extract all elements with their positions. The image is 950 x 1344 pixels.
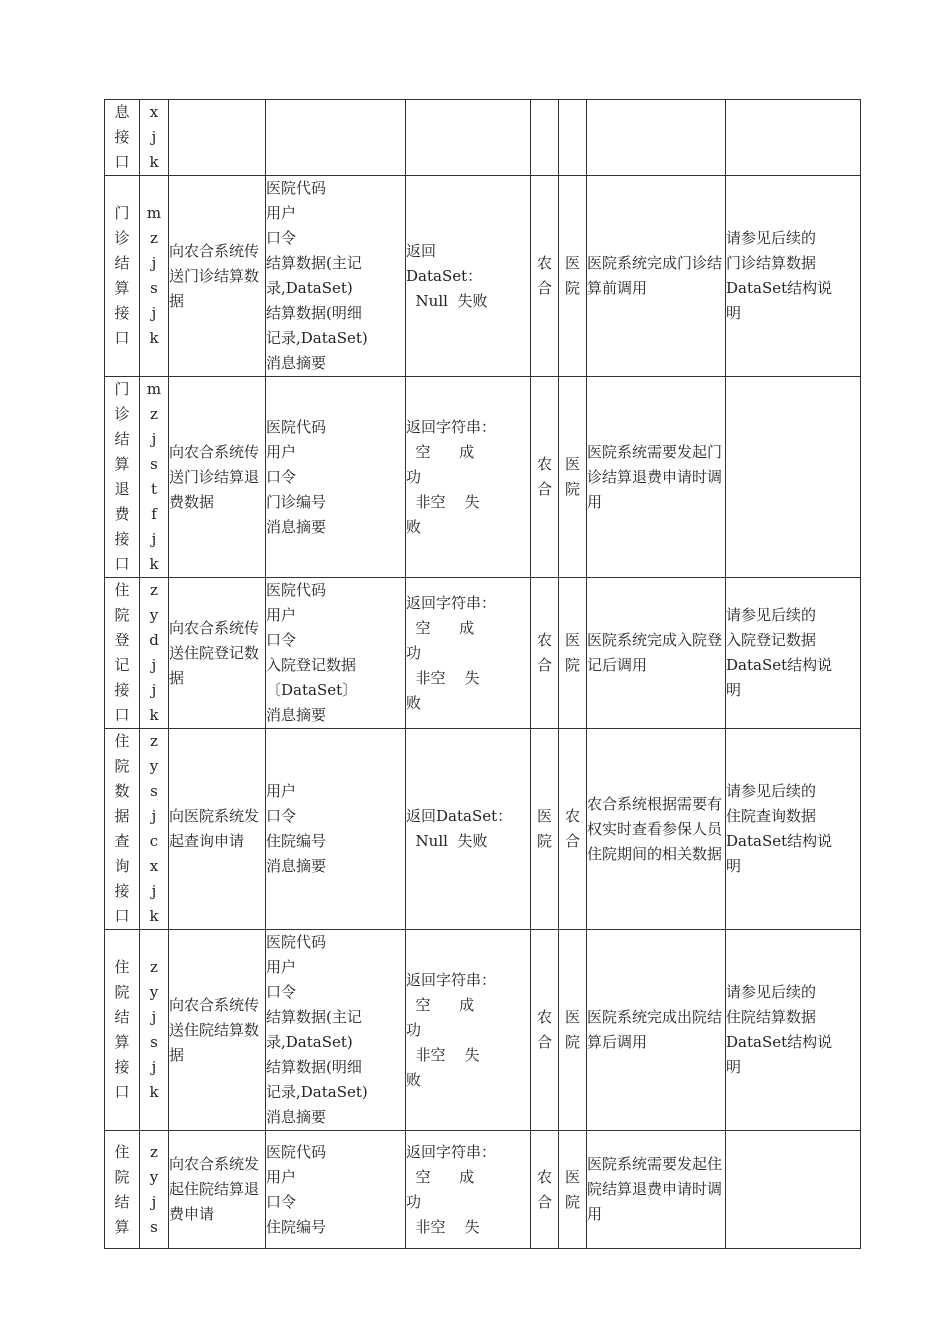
interface-parameters	[266, 578, 406, 729]
interface-name-char: 息	[114, 103, 130, 121]
interface-code	[140, 578, 168, 728]
interface-code-char: d	[149, 631, 159, 649]
remark-lines	[726, 603, 860, 703]
interface-code-char: y	[149, 757, 159, 775]
to-char: 院	[564, 480, 580, 498]
interface-name-char: 询	[114, 857, 130, 875]
parameter-item: 用户	[266, 442, 297, 461]
remark-line: 请参见后续的	[726, 606, 817, 624]
interface-name-char: 接	[114, 882, 130, 900]
call-timing: 医院系统完成入院登记后调用	[587, 578, 726, 729]
parameter-item: 结算数据(明细	[266, 304, 362, 322]
interface-code-char: z	[150, 732, 158, 750]
from-char: 合	[536, 1033, 552, 1051]
to-char: 医	[564, 631, 580, 649]
interface-name	[105, 729, 139, 929]
interface-code-char: m	[146, 380, 162, 398]
parameter-list	[266, 779, 405, 879]
caller-cell	[559, 930, 587, 1131]
interface-name-char: 口	[114, 329, 130, 347]
return-value	[406, 176, 531, 377]
parameter-item: 记录,DataSet)	[266, 1083, 368, 1101]
remark	[726, 729, 861, 930]
interface-name-char: 接	[114, 681, 130, 699]
remark	[726, 176, 861, 377]
interface-name-char: 院	[114, 757, 130, 775]
remark-lines	[726, 980, 860, 1080]
parameter-item: 口令	[266, 807, 297, 825]
interface-name-char: 接	[114, 304, 130, 322]
from-char: 农	[536, 1008, 552, 1026]
interface-code-char: j	[151, 254, 157, 272]
interface-code-char: j	[151, 681, 157, 699]
interface-code-char: k	[149, 706, 159, 724]
interface-description: 向医院系统发起查询申请	[169, 729, 266, 930]
interface-code-char: s	[150, 1033, 158, 1051]
parameter-item: 消息摘要	[266, 706, 327, 724]
interface-code-char: k	[149, 555, 159, 573]
caller-cell	[559, 100, 587, 176]
remark-lines	[726, 226, 860, 326]
provider-cell	[531, 729, 559, 930]
provider	[531, 1005, 558, 1055]
return-line: 非空 失	[406, 1217, 480, 1236]
return-value	[406, 729, 531, 930]
interface-parameters	[266, 930, 406, 1131]
parameter-item: 用户	[266, 782, 297, 800]
interface-code	[140, 1140, 168, 1240]
interface-name-char: 结	[114, 430, 130, 448]
return-lines	[406, 1140, 530, 1240]
interface-name-cell	[105, 1131, 140, 1249]
interface-name-char: 门	[114, 204, 130, 222]
remark-line: 明	[726, 304, 742, 322]
interface-code	[140, 201, 168, 351]
interface-name-cell	[105, 176, 140, 377]
interface-name-char: 记	[114, 656, 130, 674]
return-line: 返回	[406, 241, 437, 260]
table-row	[105, 930, 861, 1131]
interface-name-char: 诊	[114, 405, 130, 423]
interface-code-cell	[140, 176, 169, 377]
interface-name-char: 院	[114, 1167, 130, 1186]
interface-name-char: 接	[114, 530, 130, 548]
interface-name	[105, 100, 139, 175]
interface-code-char: j	[151, 807, 157, 825]
table-row	[105, 176, 861, 377]
remark	[726, 100, 861, 176]
interface-code-char: m	[146, 204, 162, 222]
interface-name	[105, 377, 139, 577]
call-timing: 医院系统完成出院结算后调用	[587, 930, 726, 1131]
table-body	[105, 100, 861, 1249]
interface-parameters	[266, 729, 406, 930]
parameter-item: 住院编号	[266, 832, 327, 850]
return-line: 非空 失	[406, 668, 480, 687]
interface-name	[105, 201, 139, 351]
parameter-item: 医院代码	[266, 179, 327, 197]
to-char: 农	[564, 807, 580, 825]
interface-name-char: 费	[114, 505, 130, 523]
from-char: 院	[536, 832, 552, 850]
parameter-item: 口令	[266, 467, 297, 486]
parameter-item: 医院代码	[266, 417, 327, 436]
provider	[531, 452, 558, 502]
interface-name-char: 算	[114, 1217, 130, 1236]
to-char: 医	[564, 1167, 580, 1186]
interface-code-char: j	[151, 882, 157, 900]
parameter-item: 消息摘要	[266, 517, 327, 536]
from-char: 农	[536, 254, 552, 272]
provider	[531, 251, 558, 301]
from-char: 合	[536, 279, 552, 297]
parameter-item: 医院代码	[266, 581, 327, 599]
interface-code-char: k	[149, 153, 159, 171]
provider-cell	[531, 578, 559, 729]
interface-spec-table	[104, 99, 861, 1249]
interface-code-char: k	[149, 1083, 159, 1101]
interface-name-char: 结	[114, 1008, 130, 1026]
return-lines	[406, 415, 530, 540]
parameter-item: 医院代码	[266, 933, 327, 951]
interface-code	[140, 955, 168, 1105]
parameter-item: 结算数据(主记	[266, 1008, 362, 1026]
parameter-list	[266, 1140, 405, 1240]
interface-code-char: s	[150, 782, 158, 800]
interface-parameters	[266, 100, 406, 176]
interface-code-cell	[140, 377, 169, 578]
remark-line: DataSet结构说	[726, 1033, 833, 1051]
interface-code-char: j	[151, 1008, 157, 1026]
return-line: 功	[406, 467, 422, 486]
interface-code-char: j	[151, 1192, 157, 1211]
from-char: 合	[536, 656, 552, 674]
parameter-item: 消息摘要	[266, 1108, 327, 1126]
to-char: 医	[564, 1008, 580, 1026]
provider-cell	[531, 176, 559, 377]
caller-cell	[559, 578, 587, 729]
interface-name-char: 结	[114, 254, 130, 272]
return-line: 空 成	[406, 618, 475, 637]
parameter-item: 用户	[266, 958, 297, 976]
parameter-item: 录,DataSet)	[266, 1033, 353, 1051]
interface-name-cell	[105, 729, 140, 930]
interface-code-char: j	[151, 656, 157, 674]
interface-name-char: 院	[114, 983, 130, 1001]
interface-code-cell	[140, 100, 169, 176]
table-row	[105, 377, 861, 578]
interface-code-char: s	[150, 1217, 158, 1236]
return-value	[406, 930, 531, 1131]
interface-code-char: z	[150, 229, 158, 247]
provider-cell	[531, 100, 559, 176]
remark-line: 明	[726, 1058, 742, 1076]
caller-cell	[559, 1131, 587, 1249]
remark-line: 明	[726, 857, 742, 875]
caller	[559, 628, 586, 678]
caller	[559, 1005, 586, 1055]
interface-code-cell	[140, 930, 169, 1131]
from-char: 合	[536, 480, 552, 498]
provider	[531, 628, 558, 678]
from-char: 医	[536, 807, 552, 825]
interface-description: 向农合系统传送门诊结算数据	[169, 176, 266, 377]
return-line: 非空 失	[406, 1045, 480, 1064]
remark-line: DataSet结构说	[726, 656, 833, 674]
interface-name-char: 据	[114, 807, 130, 825]
interface-parameters	[266, 1131, 406, 1249]
return-lines	[406, 239, 530, 314]
interface-code-char: j	[151, 128, 157, 146]
remark-line: 请参见后续的	[726, 983, 817, 1001]
remark-line: DataSet结构说	[726, 279, 833, 297]
remark-line: 住院查询数据	[726, 807, 817, 825]
parameter-item: 口令	[266, 631, 297, 649]
caller-cell	[559, 176, 587, 377]
caller-cell	[559, 729, 587, 930]
to-char: 院	[564, 279, 580, 297]
return-line: 败	[406, 693, 422, 712]
interface-code-cell	[140, 1131, 169, 1249]
to-char: 合	[564, 832, 580, 850]
table-row	[105, 1131, 861, 1249]
return-line: 非空 失	[406, 492, 480, 511]
interface-name-char: 数	[114, 782, 130, 800]
parameter-item: 用户	[266, 606, 297, 624]
parameter-item: 口令	[266, 1192, 297, 1211]
parameter-item: 消息摘要	[266, 354, 327, 372]
interface-name-cell	[105, 578, 140, 729]
parameter-item: 住院编号	[266, 1217, 327, 1236]
return-line: 功	[406, 1020, 422, 1039]
to-char: 院	[564, 1192, 580, 1211]
interface-name-char: 口	[114, 555, 130, 573]
interface-name-char: 结	[114, 1192, 130, 1211]
parameter-item: 门诊编号	[266, 492, 327, 511]
interface-name-char: 接	[114, 128, 130, 146]
remark-line: DataSet结构说	[726, 832, 833, 850]
call-timing: 医院系统完成门诊结算前调用	[587, 176, 726, 377]
return-line: 空 成	[406, 1167, 475, 1186]
interface-name-char: 口	[114, 1083, 130, 1101]
parameter-item: 用户	[266, 1167, 297, 1186]
parameter-item: 结算数据(明细	[266, 1058, 362, 1076]
interface-name-cell	[105, 930, 140, 1131]
return-line: 败	[406, 1070, 422, 1089]
interface-code	[140, 377, 168, 577]
return-line: Null 失败	[406, 832, 488, 850]
remark-line: 请参见后续的	[726, 782, 817, 800]
interface-code-char: f	[151, 505, 157, 523]
from-char: 农	[536, 1167, 552, 1186]
interface-code-char: j	[151, 530, 157, 548]
remark-lines	[726, 779, 860, 879]
return-line: DataSet：	[406, 266, 483, 285]
return-line: 返回字符串：	[406, 1142, 497, 1161]
return-line: 功	[406, 643, 422, 662]
call-timing: 农合系统根据需要有权实时查看参保人员住院期间的相关数据	[587, 729, 726, 930]
parameter-list	[266, 578, 405, 728]
remark-line: 住院结算数据	[726, 1008, 817, 1026]
interface-code-char: s	[150, 455, 158, 473]
interface-code-char: x	[149, 857, 159, 875]
parameter-item: 口令	[266, 229, 297, 247]
parameter-list	[266, 415, 405, 540]
interface-name-char: 住	[114, 958, 130, 976]
interface-code-char: k	[149, 907, 159, 925]
parameter-item: 结算数据(主记	[266, 254, 362, 272]
return-lines	[406, 968, 530, 1093]
to-char: 医	[564, 455, 580, 473]
interface-code	[140, 100, 168, 175]
interface-code-char: z	[150, 1142, 158, 1161]
return-value	[406, 1131, 531, 1249]
interface-name-char: 诊	[114, 229, 130, 247]
provider-cell	[531, 377, 559, 578]
interface-name-char: 算	[114, 279, 130, 297]
provider	[531, 1165, 558, 1215]
remark-line: 门诊结算数据	[726, 254, 817, 272]
parameter-list	[266, 176, 405, 376]
interface-code-char: z	[150, 405, 158, 423]
caller-cell	[559, 377, 587, 578]
parameter-item: 消息摘要	[266, 857, 327, 875]
interface-code-char: s	[150, 279, 158, 297]
from-char: 农	[536, 455, 552, 473]
provider-cell	[531, 1131, 559, 1249]
table-row	[105, 578, 861, 729]
to-char: 院	[564, 656, 580, 674]
caller	[559, 452, 586, 502]
interface-description: 向农合系统发起住院结算退费申请	[169, 1131, 266, 1249]
return-line: 空 成	[406, 995, 475, 1014]
interface-code-char: j	[151, 1058, 157, 1076]
provider-cell	[531, 930, 559, 1131]
interface-name-char: 口	[114, 153, 130, 171]
interface-name-char: 口	[114, 907, 130, 925]
return-line: 返回字符串：	[406, 970, 497, 989]
interface-name	[105, 955, 139, 1105]
interface-name-char: 登	[114, 631, 130, 649]
return-lines	[406, 804, 530, 854]
return-line: 空 成	[406, 442, 475, 461]
interface-code-char: j	[151, 430, 157, 448]
call-timing: 医院系统需要发起门诊结算退费申请时调用	[587, 377, 726, 578]
interface-code-char: j	[151, 304, 157, 322]
interface-description	[169, 100, 266, 176]
interface-code-char: y	[149, 1167, 159, 1186]
interface-name-char: 口	[114, 706, 130, 724]
to-char: 医	[564, 254, 580, 272]
interface-name-cell	[105, 100, 140, 176]
interface-name-cell	[105, 377, 140, 578]
interface-code-char: c	[149, 832, 159, 850]
return-line: 返回字符串：	[406, 417, 497, 436]
interface-name-char: 算	[114, 455, 130, 473]
interface-name	[105, 1140, 139, 1240]
interface-parameters	[266, 377, 406, 578]
remark-line: 入院登记数据	[726, 631, 817, 649]
parameter-item: 用户	[266, 204, 297, 222]
interface-description: 向农合系统传送住院结算数据	[169, 930, 266, 1131]
return-line: Null 失败	[406, 291, 488, 310]
to-char: 院	[564, 1033, 580, 1051]
interface-parameters	[266, 176, 406, 377]
interface-code-char: y	[149, 983, 159, 1001]
remark	[726, 377, 861, 578]
parameter-item: 录,DataSet)	[266, 279, 353, 297]
remark	[726, 930, 861, 1131]
return-value	[406, 100, 531, 176]
interface-name-char: 查	[114, 832, 130, 850]
interface-name-char: 退	[114, 480, 130, 498]
from-char: 合	[536, 1192, 552, 1211]
interface-code-char: z	[150, 958, 158, 976]
interface-code-char: z	[150, 581, 158, 599]
return-line: 败	[406, 517, 422, 536]
interface-name-char: 住	[114, 1142, 130, 1161]
return-line: 返回字符串：	[406, 593, 497, 612]
interface-code-char: t	[150, 480, 158, 498]
interface-name-char: 住	[114, 581, 130, 599]
interface-description: 向农合系统传送住院登记数据	[169, 578, 266, 729]
interface-description: 向农合系统传送门诊结算退费数据	[169, 377, 266, 578]
parameter-item: 〔DataSet〕	[266, 681, 358, 699]
interface-name	[105, 578, 139, 728]
caller	[559, 804, 586, 854]
remark	[726, 1131, 861, 1249]
parameter-item: 口令	[266, 983, 297, 1001]
return-value	[406, 377, 531, 578]
return-line: 功	[406, 1192, 422, 1211]
interface-code-char: k	[149, 329, 159, 347]
return-line: 返回DataSet：	[406, 807, 513, 825]
parameter-item: 记录,DataSet)	[266, 329, 368, 347]
return-value	[406, 578, 531, 729]
call-timing	[587, 100, 726, 176]
interface-name-char: 门	[114, 380, 130, 398]
call-timing: 医院系统需要发起住院结算退费申请时调用	[587, 1131, 726, 1249]
interface-name-char: 院	[114, 606, 130, 624]
from-char: 农	[536, 631, 552, 649]
parameter-item: 入院登记数据	[266, 656, 357, 674]
remark-line: 请参见后续的	[726, 229, 817, 247]
interface-code	[140, 729, 168, 929]
caller	[559, 1165, 586, 1215]
remark	[726, 578, 861, 729]
interface-code-char: y	[149, 606, 159, 624]
parameter-item: 医院代码	[266, 1142, 327, 1161]
parameter-list	[266, 930, 405, 1130]
caller	[559, 251, 586, 301]
interface-name-char: 接	[114, 1058, 130, 1076]
provider	[531, 804, 558, 854]
table-row	[105, 100, 861, 176]
interface-name-char: 住	[114, 732, 130, 750]
return-lines	[406, 591, 530, 716]
interface-code-char: x	[149, 103, 159, 121]
remark-line: 明	[726, 681, 742, 699]
interface-code-cell	[140, 729, 169, 930]
table-row	[105, 729, 861, 930]
interface-name-char: 算	[114, 1033, 130, 1051]
interface-code-cell	[140, 578, 169, 729]
